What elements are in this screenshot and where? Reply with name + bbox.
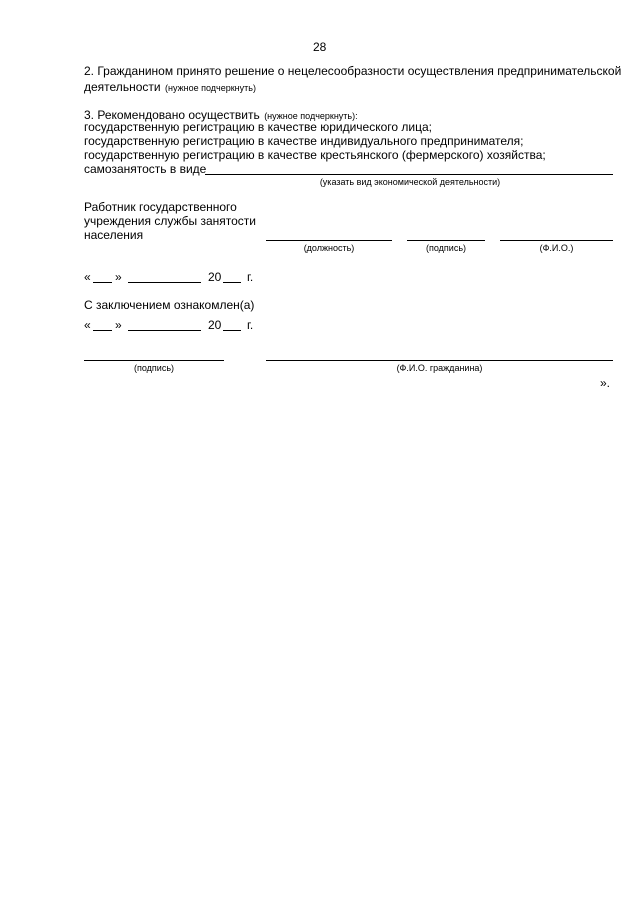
date2-month-line — [128, 330, 201, 331]
citizen-fio-caption: (Ф.И.О. гражданина) — [396, 363, 483, 373]
date1-open-quote: « — [84, 270, 91, 284]
acquaint-label: С заключением ознакомлен(а) — [84, 298, 255, 312]
item2-line2 — [84, 78, 256, 96]
worker-label-line3: населения — [84, 228, 144, 242]
worker-signature-caption: (подпись) — [425, 243, 467, 253]
date2-year-suffix: г. — [247, 318, 254, 332]
closing-quote-mark: ». — [600, 376, 611, 390]
worker-label-line2: учреждения службы занятости — [84, 214, 256, 228]
page-number: 28 — [313, 40, 327, 54]
citizen-signature-line — [84, 360, 224, 361]
date1-year-prefix: 20 — [208, 270, 222, 284]
item2-line2-note: (нужное подчеркнуть) — [165, 83, 256, 93]
item3-heading-note: (нужное подчеркнуть): — [264, 111, 358, 121]
item3-heading-main: 3. Рекомендовано осуществить — [84, 108, 260, 122]
worker-signature-line — [407, 240, 485, 241]
worker-fio-caption: (Ф.И.О.) — [539, 243, 574, 253]
self-employment-activity-caption: (указать вид экономической деятельности) — [319, 177, 501, 187]
date1-year-suffix: г. — [247, 270, 254, 284]
worker-label-line1: Работник государственного — [84, 200, 237, 214]
self-employment-activity-line — [205, 174, 613, 175]
citizen-fio-line — [266, 360, 613, 361]
item2-line2-main: деятельности — [84, 80, 161, 94]
worker-position-caption: (должность) — [303, 243, 355, 253]
item3-option-farm: государственную регистрацию в качестве крестьянского (фермерского) хозяйства; — [84, 148, 546, 162]
item3-option-entrepreneur: государственную регистрацию в качестве индивидуального предпринимателя; — [84, 134, 524, 148]
item2-line1: 2. Гражданином принято решение о нецелесообразности осуществления предпринимательской — [84, 64, 622, 78]
date2-close-quote: » — [115, 318, 122, 332]
date2-open-quote: « — [84, 318, 91, 332]
item3-option-legal-entity: государственную регистрацию в качестве юридического лица; — [84, 120, 432, 134]
date2-year-prefix: 20 — [208, 318, 222, 332]
date1-year-line — [223, 282, 241, 283]
date1-day-line — [93, 282, 112, 283]
date1-close-quote: » — [115, 270, 122, 284]
worker-position-line — [266, 240, 392, 241]
date2-day-line — [93, 330, 112, 331]
worker-fio-line — [500, 240, 613, 241]
date1-month-line — [128, 282, 201, 283]
date2-year-line — [223, 330, 241, 331]
item3-option-self-employment: самозанятость в виде — [84, 162, 207, 176]
citizen-signature-caption: (подпись) — [133, 363, 175, 373]
